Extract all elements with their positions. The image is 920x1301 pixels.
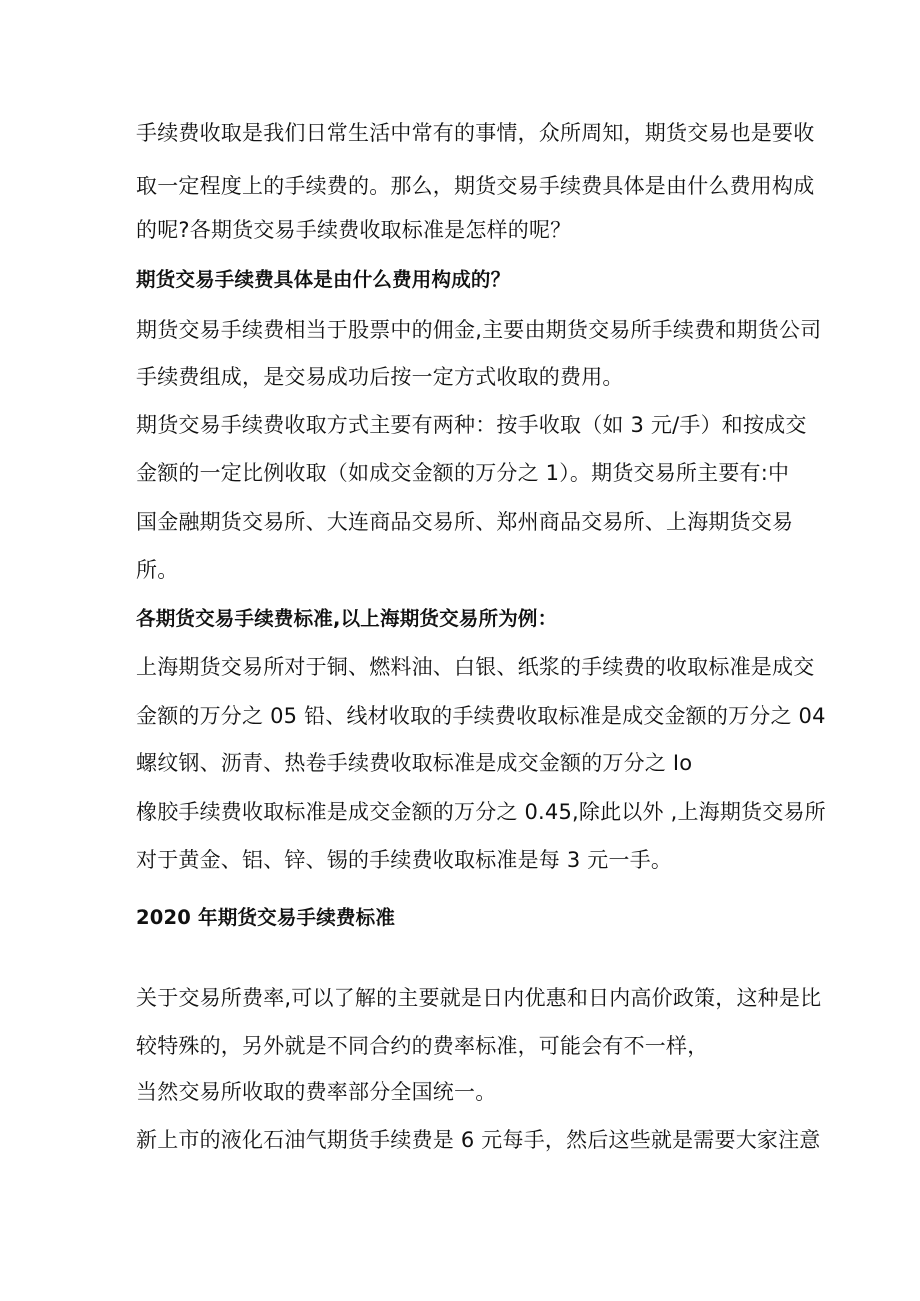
text-line: 新上市的液化石油气期货手续费是 6 元每手，然后这些就是需要大家注意 <box>136 1128 821 1152</box>
text-line: 期货交易手续费相当于股票中的佣金,主要由期货交易所手续费和期货公司 <box>136 318 822 342</box>
text-line: 橡胶手续费收取标准是成交金额的万分之 0.45,除此以外 ,上海期货交易所 <box>136 800 826 824</box>
text-line: 所。 <box>136 558 179 582</box>
text-line: 的呢?各期货交易手续费收取标准是怎样的呢？ <box>136 218 572 242</box>
text-line: 取一定程度上的手续费的。那么，期货交易手续费具体是由什么费用构成 <box>136 174 815 198</box>
text-line: 金额的万分之 05 铅、线材收取的手续费收取标准是成交金额的万分之 04 <box>136 704 826 728</box>
section-heading: 各期货交易手续费标准,以上海期货交易所为例： <box>136 607 558 630</box>
text-line: 对于黄金、铝、锌、锡的手续费收取标准是每 3 元一手。 <box>136 848 673 872</box>
text-line: 国金融期货交易所、大连商品交易所、郑州商品交易所、上海期货交易 <box>136 510 794 534</box>
text-line: 期货交易手续费收取方式主要有两种：按手收取（如 3 元/手）和按成交 <box>136 413 807 437</box>
text-line: 金额的一定比例收取（如成交金额的万分之 1）。期货交易所主要有:中 <box>136 461 790 485</box>
text-line: 较特殊的，另外就是不同合约的费率标准，可能会有不一样， <box>136 1034 709 1058</box>
section-heading: 2020 年期货交易手续费标准 <box>136 906 396 929</box>
text-line: 当然交易所收取的费率部分全国统一。 <box>136 1080 497 1104</box>
text-line: 关于交易所费率,可以了解的主要就是日内优惠和日内高价政策，这种是比 <box>136 986 822 1010</box>
text-line: 上海期货交易所对于铜、燃料油、白银、纸浆的手续费的收取标准是成交 <box>136 655 815 679</box>
text-line: 螺纹钢、沥青、热卷手续费收取标准是成交金额的万分之 Io <box>136 751 693 775</box>
text-line: 手续费组成，是交易成功后按一定方式收取的费用。 <box>136 365 624 389</box>
section-heading: 期货交易手续费具体是由什么费用构成的？ <box>136 268 511 291</box>
text-line: 手续费收取是我们日常生活中常有的事情，众所周知，期货交易也是要收 <box>136 121 815 145</box>
